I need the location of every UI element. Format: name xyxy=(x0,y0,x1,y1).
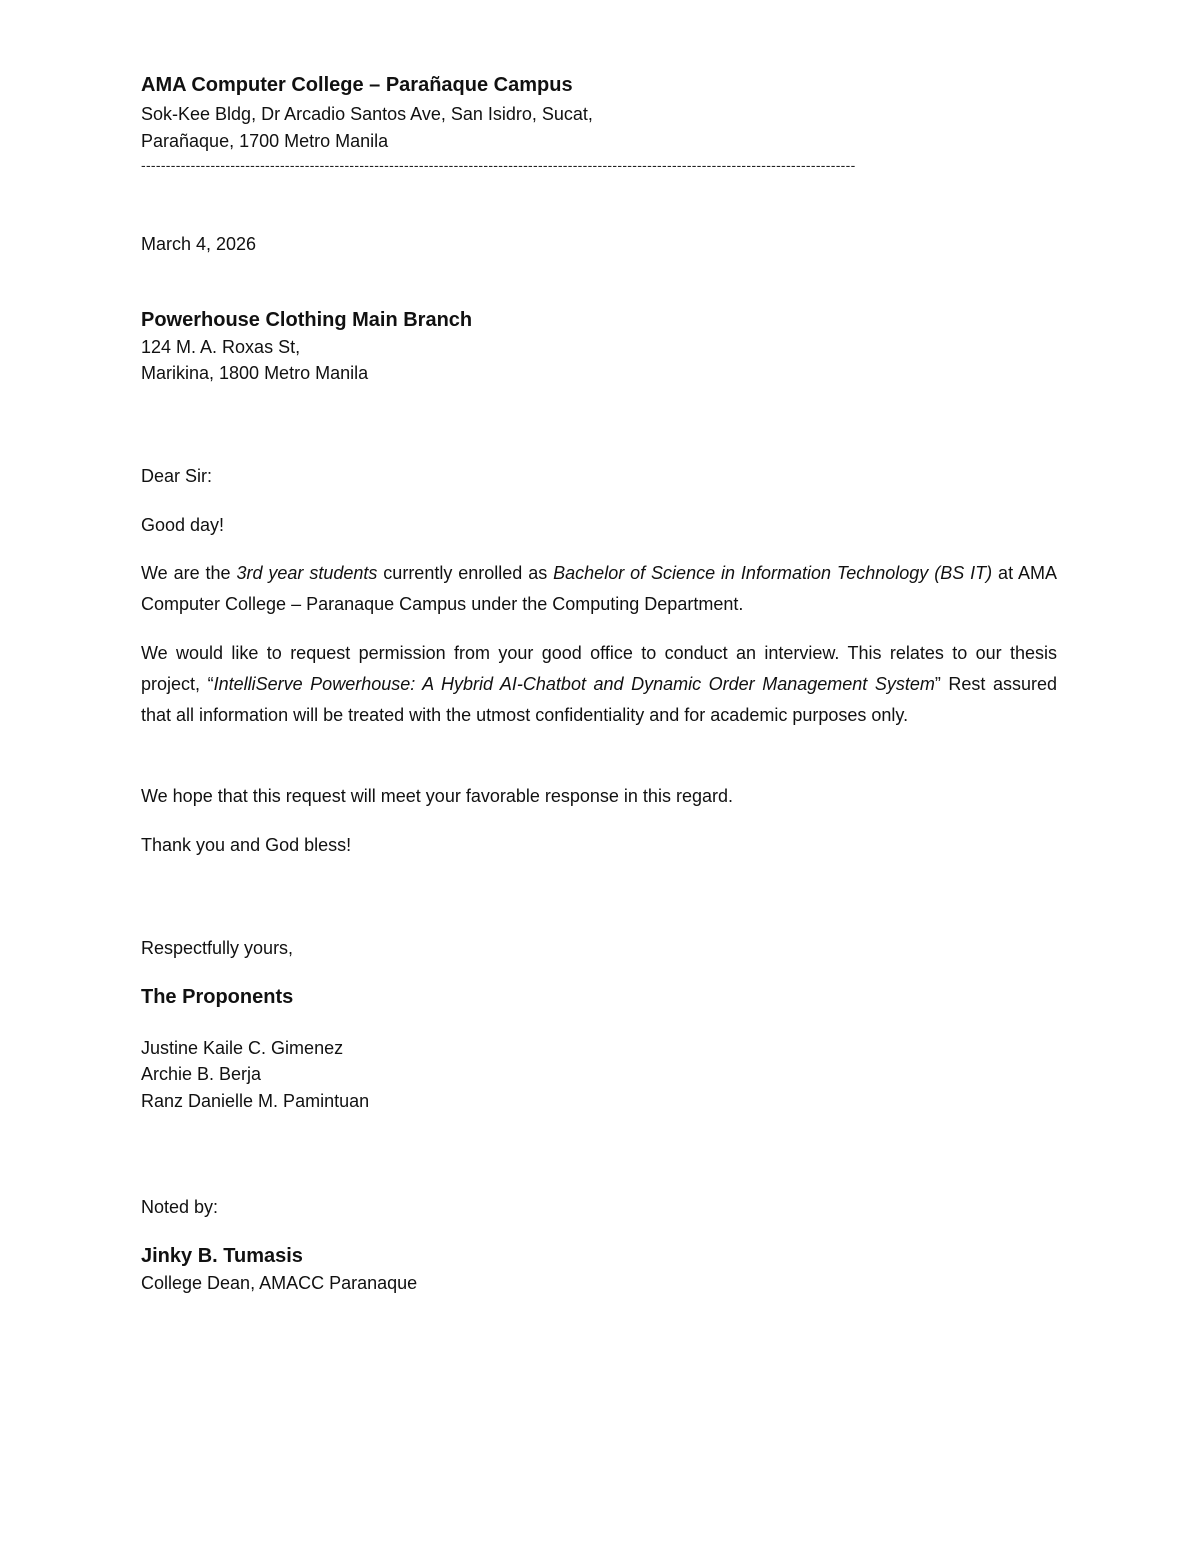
proponent-name: Ranz Danielle M. Pamintuan xyxy=(141,1091,370,1111)
institution-address-line2: Parañaque, 1700 Metro Manila xyxy=(141,131,389,151)
institution-address-line1: Sok-Kee Bldg, Dr Arcadio Santos Ave, San Isidro, Sucat, xyxy=(141,104,593,124)
proponent-name: Archie B. Berja xyxy=(141,1064,262,1084)
p2-text-1: We would like to request permission from your good office to conduct an interview. This relates to our thesis project, “ xyxy=(141,643,1057,694)
salutation: Dear Sir: xyxy=(141,466,213,486)
dean-name: Jinky B. Tumasis xyxy=(141,1245,303,1267)
proponent-name: Justine Kaile C. Gimenez xyxy=(141,1038,344,1058)
letter-date: March 4, 2026 xyxy=(141,234,257,254)
institution-name: AMA Computer College – Parañaque Campus xyxy=(141,74,573,96)
body-paragraph-2 xyxy=(141,638,1057,731)
p2-text-2: ” Rest assured that all information will be treated with the utmost confidentiality and for academic purposes only. xyxy=(141,674,1057,725)
recipient-city: Marikina, 1800 Metro Manila xyxy=(141,363,369,383)
p1-text-2: currently enrolled as xyxy=(377,563,554,583)
p1-text-1: We are the xyxy=(141,563,237,583)
header-separator: ------------------------------------------------------------------------------------------------------------------------------------------------ xyxy=(141,157,856,173)
proponents-heading: The Proponents xyxy=(141,986,294,1008)
body-paragraph-4: Thank you and God bless! xyxy=(141,835,352,855)
p2-italic-title: IntelliServe Powerhouse: A Hybrid AI-Chatbot and Dynamic Order Management System xyxy=(213,674,935,694)
greeting: Good day! xyxy=(141,515,225,535)
recipient-name: Powerhouse Clothing Main Branch xyxy=(141,309,473,331)
closing: Respectfully yours, xyxy=(141,938,294,958)
dean-title: College Dean, AMACC Paranaque xyxy=(141,1273,418,1293)
noted-by-label: Noted by: xyxy=(141,1197,219,1217)
p1-text-3: at AMA Computer College – Paranaque Campus under the Computing Department. xyxy=(141,563,1058,614)
p1-italic-1: 3rd year students xyxy=(236,563,378,583)
p1-italic-2: Bachelor of Science in Information Technology (BS IT) xyxy=(553,563,993,583)
recipient-street: 124 M. A. Roxas St, xyxy=(141,337,301,357)
body-paragraph-3: We hope that this request will meet your favorable response in this regard. xyxy=(141,786,733,806)
body-paragraph-1 xyxy=(141,558,1057,620)
